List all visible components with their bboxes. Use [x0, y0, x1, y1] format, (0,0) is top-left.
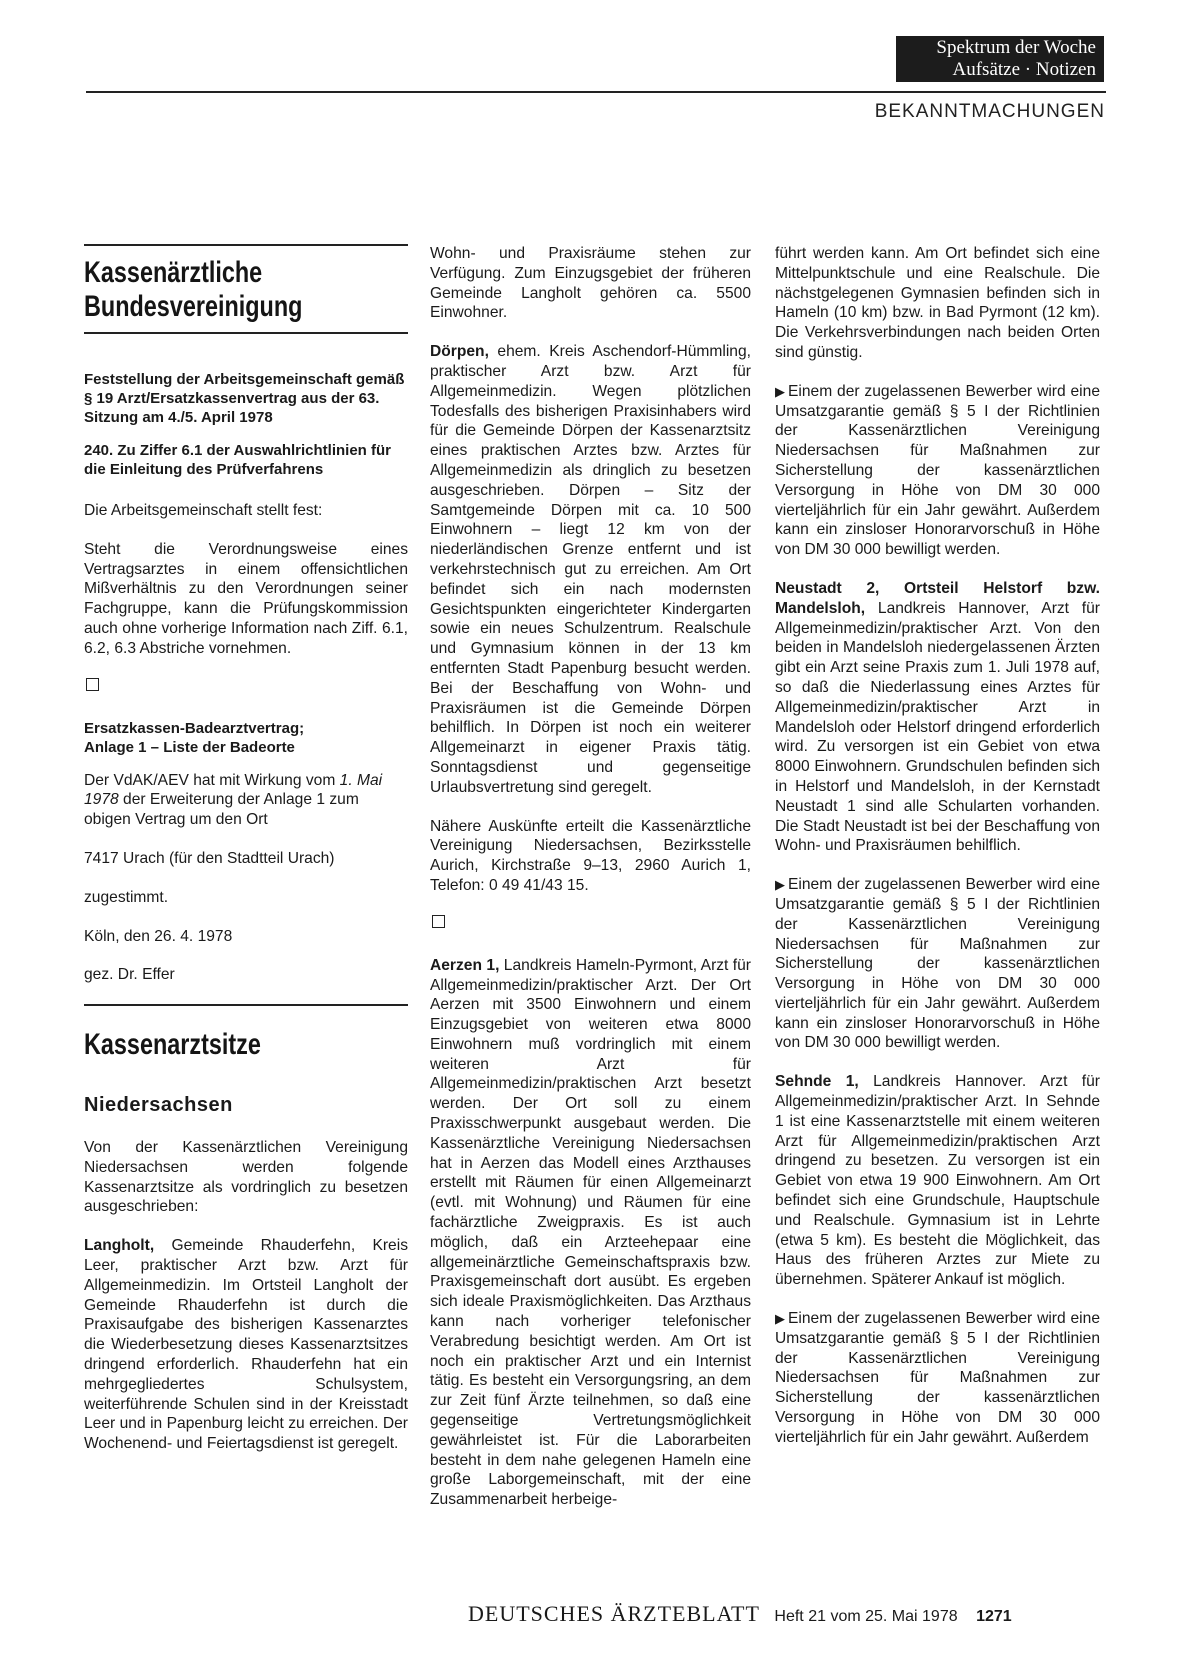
sehnde-paragraph: [775, 1072, 1100, 1290]
naehere-paragraph: Nähere Auskünfte erteilt die Kassenärztliche Vereinigung Niedersachsen, Bezirksstelle Aurich, Kirchstraße 9–13, 2960 Aurich 1, Telefon: 0 49 41/43 15.: [430, 817, 751, 894]
kassenarztsitze-heading-block: [84, 1004, 408, 1062]
langholt-name: Langholt,: [84, 1237, 155, 1255]
badearzt-heading-line-1: Ersatzkassen-Badearztvertrag;: [84, 719, 305, 737]
kbv-title-line-1: Kassenärztliche: [84, 256, 263, 289]
arrow-icon: ▶: [775, 383, 785, 399]
date-line: Köln, den 26. 4. 1978: [84, 927, 233, 945]
signature-line: gez. Dr. Effer: [84, 966, 175, 984]
arrow-icon: ▶: [775, 877, 785, 893]
badearzt-text-b: der Erweiterung der Anlage 1 zum obigen Vertrag um den Ort: [84, 791, 359, 829]
badearzt-heading: [84, 719, 408, 757]
issue-info: Heft 21 vom 25. Mai 1978: [774, 1608, 958, 1625]
sehnde-text: Landkreis Hannover. Arzt für Allgemeinmedizin/praktischer Arzt. In Sehnde 1 ist eine Kassenarztstelle mit einem weiteren Arzt für Allgemeinmedizin/praktischen Arzt dringend zu besetzen. Zu versorgen ist ein Gebiet von etwa 19 900 Einwohnern. Am Ort befindet sich eine Grundschule, Hauptschule und Realschule. Gymnasium ist in Lehrte (etwa 5 km). Es besteht die Möglichkeit, das Haus des früheren Arztes zur Miete zu übernehmen. Späterer Ankauf ist möglich.: [775, 1073, 1100, 1289]
neustadt-text: Landkreis Hannover, Arzt für Allgemeinmedizin/praktischer Arzt. Von den beiden in Mandelsloh niedergelassenen Ärzten gibt ein Arzt seine Praxis zum 1. Juli 1978 auf, so daß die Niederlassung eines Arztes für Allgemeinmedizin/praktischer Arzt in Mandelsloh oder Helstorf dringend erforderlich wird. Zu versorgen ist ein Gebiet von etwa 8000 Einwohnern. Grundschulen befinden sich in Helstorf und Mandelsloh, in der Kernstadt Neustadt 1 sind alle Schularten vorhanden. Die Stadt Neustadt ist bei der Beschaffung von Wohn- und Praxisräumen behilflich.: [775, 599, 1100, 855]
kassenarztsitze-title: Kassenarztsitze: [84, 1028, 261, 1062]
aerzen-name: Aerzen 1,: [430, 956, 500, 974]
zugestimmt-line: zugestimmt.: [84, 888, 169, 906]
neustadt-paragraph: [775, 579, 1100, 856]
arrow-icon: ▶: [775, 1311, 785, 1327]
fuehrt-paragraph: führt werden kann. Am Ort befindet sich eine Mittelpunktschule und eine Realschule. Die nächstgelegenen Gymnasien befinden sich in Hameln (10 km) bzw. in Bad Pyrmont (12 km). Die Verkehrsverbindungen nach beiden Orten sind günstig.: [775, 245, 1100, 361]
doerpen-text: ehem. Kreis Aschendorf-Hümmling, praktischer Arzt bzw. Arzt für Allgemeinmedizin. Wegen plötzlichen Todesfalls des bisherigen Praxisinhabers wird für die Gemeinde Dörpen der Kassenarztsitz eines praktischen Arztes bzw. Arztes für Allgemeinmedizin als dringlich zu besetzen ausgeschrieben. Dörpen – Sitz der Samtgemeinde Dörpen mit ca. 10 500 Einwohnern – liegt 12 km von der niederländischen Grenze entfernt und ist verkehrstechnisch gut zu erreichen. Am Ort befindet sich ein nach modernsten Gesichtspunkten eingerichteter Kindergarten sowie ein neues Schulzentrum. Realschule und Gymnasium können in der 13 km entfernten Stadt Papenburg besucht werden. Bei der Beschaffung von Wohn- und Praxisräumen ist die Gemeinde Dörpen behilflich. In Dörpen ist noch ein weiterer Allgemeinarzt in eigener Praxis tätig. Sonntagsdienst und gegenseitige Urlaubsvertretung sind geregelt.: [430, 343, 751, 796]
niedersachsen-heading: Niedersachsen: [84, 1094, 233, 1117]
garantie-paragraph-2: [775, 875, 1100, 1053]
column-1: [84, 244, 408, 1473]
section-title: BEKANNTMACHUNGEN: [874, 101, 1105, 122]
column-2: [430, 244, 751, 1529]
garantie-text-1: Einem der zugelassenen Bewerber wird eine Umsatzgarantie gemäß § 5 I der Richtlinien der Kassenärztlichen Vereinigung Niedersachsen für Maßnahmen zur Sicherstellung der kassenärztlichen Versorgung in Höhe von DM 30 000 vierteljährlich für ein Jahr gewährt. Außerdem kann ein zinsloser Honorarvorschuß in Höhe von DM 30 000 bewilligt werden.: [775, 382, 1100, 559]
separator-square-icon: [432, 915, 445, 928]
doerpen-paragraph: [430, 342, 751, 797]
rubric-line-1: Spektrum der Woche: [936, 37, 1096, 58]
garantie-paragraph-1: [775, 382, 1100, 560]
badearzt-text-a: Der VdAK/AEV hat mit Wirkung vom: [84, 771, 340, 789]
kbv-title: [84, 256, 337, 324]
aerzen-text: Landkreis Hameln-Pyrmont, Arzt für Allgemeinmedizin/praktischer Arzt. Der Ort Aerzen mit 3500 Einwohnern und einem Einzugsgebiet von weiteren etwa 8000 Einwohnern muß vordringlich mit einem weiteren Arzt für Allgemeinmedizin/praktischen Arzt besetzt werden. Der Ort soll zu einem Praxisschwerpunkt ausgebaut werden. Die Kassenärztliche Vereinigung Niedersachsen hat in Aerzen das Modell eines Arzthauses erstellt mit Räumen für einen Allgemeinarzt (evtl. mit Wohnung) und Räumen für eine fachärztliche Zweigpraxis. Es ist auch möglich, daß ein Arzteehepaar eine allgemeinärztliche Gemeinschaftspraxis bzw. Praxisgemeinschaft dort ausübt. Es ergeben sich ideale Praxismöglichkeiten. Das Arzthaus kann nach vorheriger telefonischer Verabredung besichtigt werden. Am Ort ist noch ein praktischer Arzt und ein Internist tätig. Es besteht ein Versorgungsring, an dem zur Zeit fünf Ärzte teilnehmen, so daß eine gegenseitige Vertretungsmöglichkeit gewährleistet ist. Für die Laborarbeiten besteht in dem nahe gelegenen Hameln eine große Laborgemeinschaft, mit der eine Zusammenarbeit herbeige-: [430, 956, 751, 1509]
ziffer-heading: 240. Zu Ziffer 6.1 der Auswahlrichtlinien für die Einleitung des Prüfverfahrens: [84, 442, 392, 478]
langholt-paragraph: [84, 1236, 408, 1454]
steht-paragraph: Steht die Verordnungsweise eines Vertragsarztes in einem offensichtlichen Mißverhältnis zu den Verordnungen seiner Fachgruppe, kann die Prüfungskommission auch ohne vorherige Information nach Ziff. 6.1, 6.2, 6.3 Abstriche vornehmen.: [84, 540, 408, 657]
garantie-text-3: Einem der zugelassenen Bewerber wird eine Umsatzgarantie gemäß § 5 I der Richtlinien der Kassenärztlichen Vereinigung Niedersachsen für Maßnahmen zur Sicherstellung der kassenärztlichen Versorgung in Höhe von DM 30 000 vierteljährlich für ein Jahr gewährt. Außerdem: [775, 1310, 1100, 1446]
garantie-text-2: Einem der zugelassenen Bewerber wird eine Umsatzgarantie gemäß § 5 I der Richtlinien der Kassenärztlichen Vereinigung Niedersachsen für Maßnahmen zur Sicherstellung der kassenärztlichen Versorgung in Höhe von DM 30 000 vierteljährlich für ein Jahr gewährt. Außerdem kann ein zinsloser Honorarvorschuß in Höhe von DM 30 000 bewilligt werden.: [775, 876, 1100, 1052]
langholt-text: Gemeinde Rhauderfehn, Kreis Leer, praktischer Arzt bzw. Arzt für Allgemeinmedizin. Im Ortsteil Langholt der Gemeinde Rhauderfehn ist durch die Praxisaufgabe des bisherigen Kassenarztes die Wiederbesetzung dieses Kassenarztsitzes dringend erforderlich. Rhauderfehn hat ein mehrgegliedertes Schulsystem, weiterführende Schulen sind in der Kreisstadt Leer und in Papenburg leicht zu erreichen. Der Wochenend- und Feiertagsdienst ist geregelt.: [84, 1237, 408, 1453]
sehnde-name: Sehnde 1,: [775, 1073, 859, 1091]
intro-text: Die Arbeitsgemeinschaft stellt fest:: [84, 502, 323, 519]
column-3: [775, 244, 1100, 1467]
aerzen-paragraph: [430, 956, 751, 1510]
doerpen-name: Dörpen,: [430, 343, 489, 361]
rubric-box: [896, 36, 1104, 82]
badearzt-paragraph: [84, 771, 408, 830]
rubric-line-2: Aufsätze · Notizen: [952, 59, 1096, 80]
neustadt-name: Neustadt 2, Ortsteil Helstorf bzw. Mandelsloh,: [775, 579, 1100, 617]
page-number: 1271: [976, 1608, 1012, 1625]
page-footer: [468, 1601, 1012, 1627]
journal-name: DEUTSCHES ÄRZTEBLATT: [468, 1601, 760, 1626]
ort-line: 7417 Urach (für den Stadtteil Urach): [84, 849, 335, 867]
badearzt-heading-line-2: Anlage 1 – Liste der Badeorte: [84, 738, 295, 756]
kbv-title-line-2: Bundesvereinigung: [84, 290, 303, 323]
feststellung-heading: Feststellung der Arbeitsgemeinschaft gemäß § 19 Arzt/Ersatzkassenvertrag aus der 63. Sitzung am 4./5. April 1978: [84, 371, 405, 426]
header-rule: [86, 91, 1106, 93]
kbv-heading-block: [84, 244, 408, 334]
von-der-paragraph: Von der Kassenärztlichen Vereinigung Niedersachsen werden folgende Kassenarztsitze als vordringlich zu besetzen ausgeschrieben:: [84, 1138, 408, 1216]
garantie-paragraph-3: [775, 1309, 1100, 1448]
separator-square-icon: [86, 678, 99, 691]
wohn-paragraph: Wohn- und Praxisräume stehen zur Verfügung. Zum Einzugsgebiet der früheren Gemeinde Langholt gehören ca. 5500 Einwohner.: [430, 245, 751, 322]
badearzt-date: 1. Mai 1978: [84, 771, 383, 809]
